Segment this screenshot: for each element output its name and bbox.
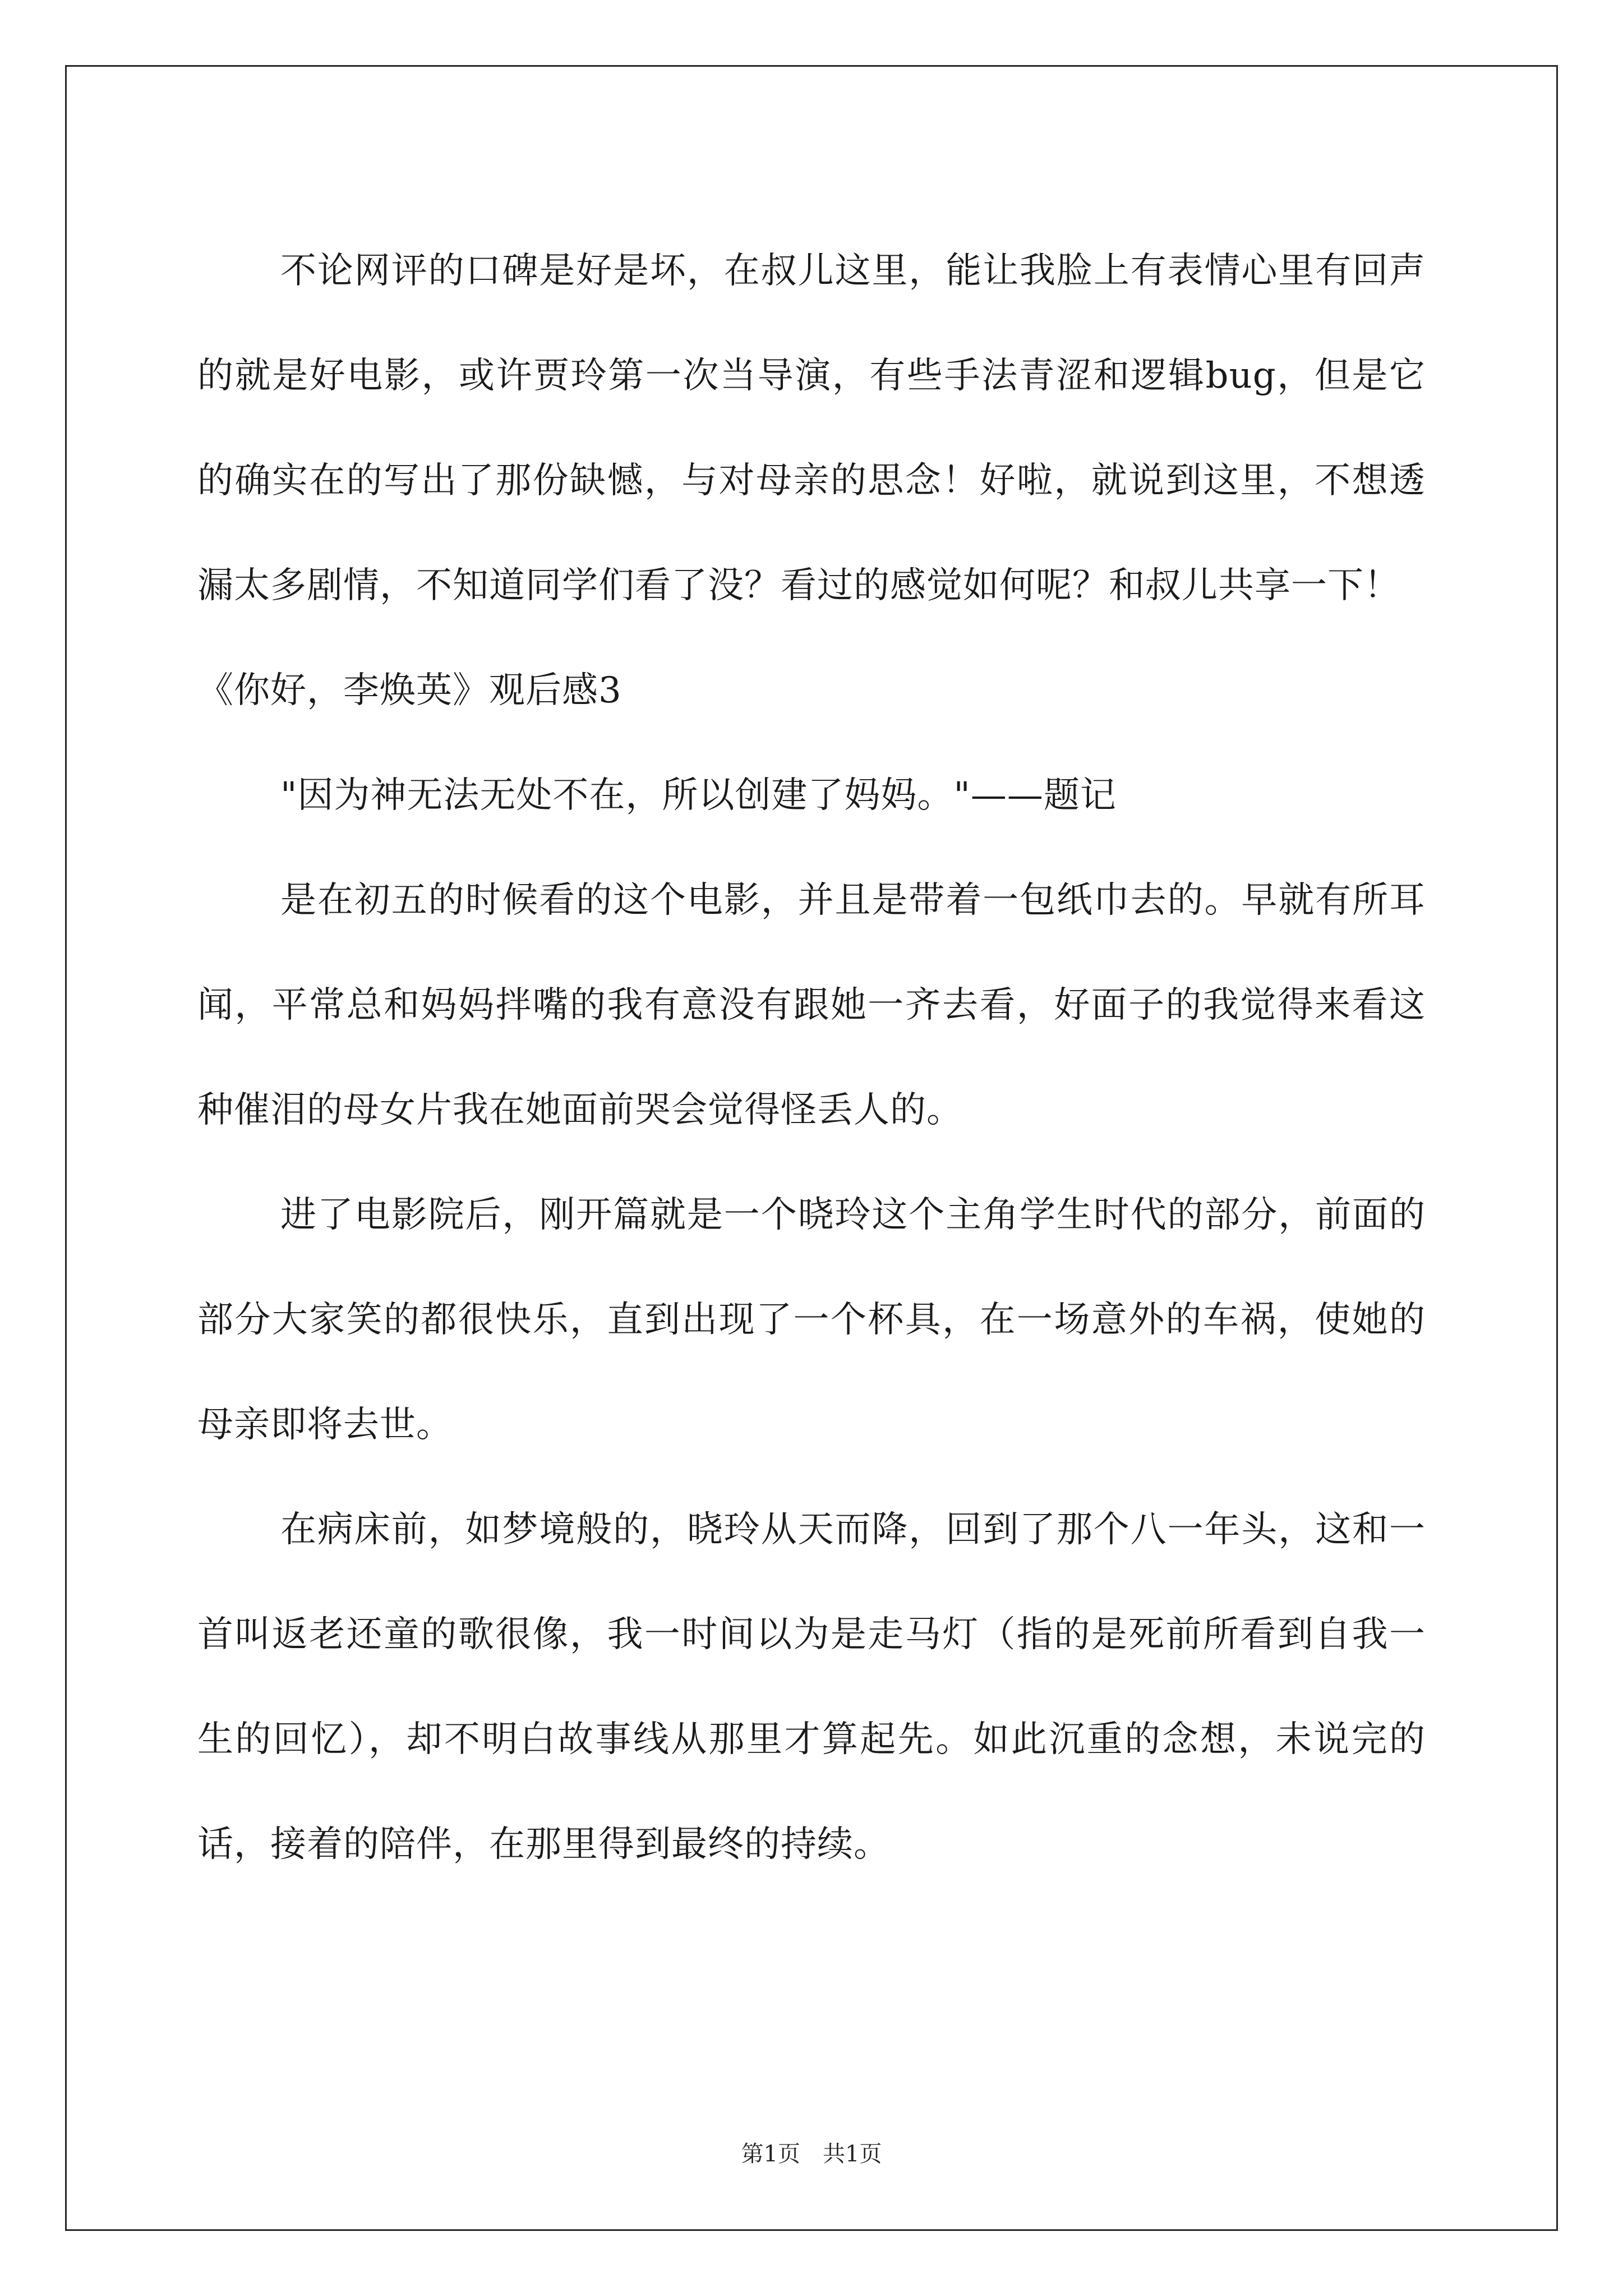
paragraph-4: 在病床前，如梦境般的，晓玲从天而降，回到了那个八一年头，这和一首叫返老还童的歌很像，我一时间以为是走马灯（指的是死前所看到自我一生的回忆），却不明白故事线从那里才算起先。如此沉重的念想，未说完的话，接着的陪伴，在那里得到最终的持续。 — [197, 1509, 1426, 1865]
section-heading: 《你好，李焕英》观后感3 — [197, 670, 622, 711]
paragraph-2: 是在初五的时候看的这个电影，并且是带着一包纸巾去的。早就有所耳闻，平常总和妈妈拌嘴的我有意没有跟她一齐去看，好面子的我觉得来看这种催泪的母女片我在她面前哭会觉得怪丢人的。 — [197, 880, 1426, 1131]
paragraph-3: 进了电影院后，刚开篇就是一个晓玲这个主角学生时代的部分，前面的部分大家笑的都很快乐，直到出现了一个杯具，在一场意外的车祸，使她的母亲即将去世。 — [197, 1194, 1426, 1446]
paragraph-1: 不论网评的口碑是好是坏，在叔儿这里，能让我脸上有表情心里有回声的就是好电影，或许贾玲第一次当导演，有些手法青涩和逻辑bug，但是它的确实在的写出了那份缺憾，与对母亲的思念！好啦，就说到这里，不想透漏太多剧情，不知道同学们看了没？看过的感觉如何呢？和叔儿共享一下！ — [197, 250, 1426, 606]
document-body — [197, 219, 1426, 1897]
epigraph: "因为神无法无处不在，所以创建了妈妈。"——题记 — [280, 775, 1117, 816]
page-footer: 第1页 共1页 — [741, 2141, 882, 2167]
